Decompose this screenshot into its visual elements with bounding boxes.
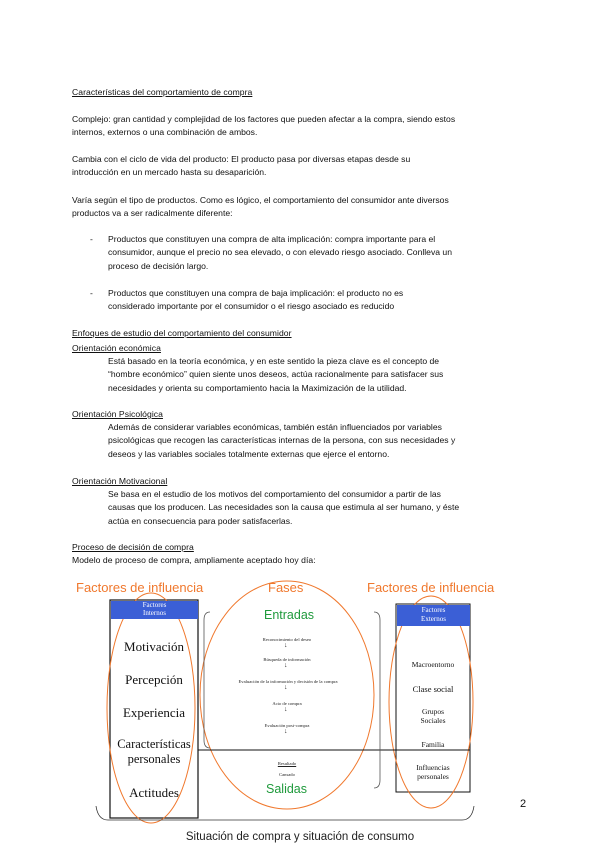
intro-modelo: Modelo de proceso de compra, ampliamente aceptado hoy día: bbox=[72, 555, 316, 565]
step-acto-compra: Acto de compra bbox=[272, 701, 302, 706]
factor-actitudes: Actitudes bbox=[129, 785, 179, 800]
factor-sociales: Sociales bbox=[420, 716, 446, 725]
diagram-caption: Situación de compra y situación de consumo bbox=[185, 831, 415, 843]
text-line: Varía según el tipo de productos. Como es lógico, el comportamiento del consumidor ante diversos bbox=[72, 195, 449, 205]
arrow-down-icon: ↓ bbox=[284, 728, 288, 735]
internal-factors-header bbox=[111, 601, 198, 619]
text-line: Complejo: gran cantidad y complejidad de los factores que pueden afectar a la compra, siendo estos bbox=[72, 114, 456, 124]
factor-grupos: Grupos bbox=[421, 707, 445, 716]
bullet-dash: - bbox=[90, 288, 93, 298]
text-line: Además de considerar variables económicas, también están influenciados por variables bbox=[108, 422, 442, 432]
text-line: causas que los producen. Las necesidades son la causa que estimula al ser humano, y éste bbox=[108, 502, 460, 513]
header-line: Externos bbox=[421, 615, 446, 623]
text-line: considerado importante por el consumidor o el riesgo asociado es reducido bbox=[108, 301, 395, 312]
header-line: Internos bbox=[143, 609, 166, 617]
label-cansado: Cansado bbox=[279, 772, 295, 777]
subtitle-orientacion-economica: Orientación económica bbox=[72, 343, 161, 353]
arrow-down-icon: ↓ bbox=[284, 706, 288, 713]
text-line: Está basado en la teoría económica, y en este sentido la pieza clave es el concepto de bbox=[108, 356, 440, 366]
factor-caracteristicas: Características bbox=[117, 737, 191, 751]
factor-personales: personales bbox=[127, 752, 181, 766]
section-title-proceso: Proceso de decisión de compra bbox=[72, 542, 194, 552]
factor-familia: Familia bbox=[421, 740, 445, 749]
section-title-enfoques: Enfoques de estudio del comportamiento del consumidor bbox=[72, 328, 292, 338]
text-line: introducción en un mercado hasta su desaparición. bbox=[72, 167, 267, 178]
center-heading: Fases bbox=[268, 580, 304, 595]
arrow-down-icon: ↓ bbox=[284, 662, 288, 669]
text-line: Productos que constituyen una compra de alta implicación: compra importante para el bbox=[108, 234, 436, 244]
arrow-down-icon: ↓ bbox=[284, 684, 288, 691]
bullet-dash: - bbox=[90, 234, 93, 244]
text-line: “hombre económico” quien siente unos deseos, actúa racionalmente para satisfacer sus bbox=[108, 369, 444, 380]
text-line: internos, externos o una combinación de ambos. bbox=[72, 127, 258, 138]
factor-macroentorno: Macroentorno bbox=[411, 660, 455, 669]
right-heading: Factores de influencia bbox=[367, 580, 495, 595]
text-line: productos va a ser radicalmente diferente: bbox=[72, 208, 233, 219]
text-line: necesidades y orienta su comportamiento hacia la Maximización de la utilidad. bbox=[108, 382, 407, 393]
subtitle-orientacion-motivacional: Orientación Motivacional bbox=[72, 476, 168, 486]
label-resultado: Resultado bbox=[277, 761, 297, 766]
factor-influencias-personales: personales bbox=[417, 772, 449, 781]
text-line: proceso de decisión largo. bbox=[108, 260, 209, 271]
phases-right-bracket bbox=[374, 612, 380, 788]
subtitle-orientacion-psicologica: Orientación Psicológica bbox=[72, 409, 163, 419]
factor-clase-social: Clase social bbox=[412, 684, 454, 694]
arrow-down-icon: ↓ bbox=[284, 642, 288, 649]
text-line: Cambia con el ciclo de vida del producto: El producto pasa por diversas etapas desde su bbox=[72, 154, 411, 164]
factor-influencias: Influencias bbox=[416, 763, 450, 772]
section-title-caracteristicas: Características del comportamiento de compra bbox=[72, 87, 253, 97]
label-entradas: Entradas bbox=[264, 608, 315, 622]
step-evaluacion: Evaluación de la información y decisión de la compra bbox=[238, 679, 338, 684]
factor-percepcion: Percepción bbox=[125, 672, 183, 687]
step-busqueda: Búsqueda de información bbox=[263, 657, 311, 662]
step-reconocimiento: Reconocimiento del deseo bbox=[262, 637, 312, 642]
text-line: psicológicas que recogen las características internas de la persona, con sus necesidades y bbox=[108, 435, 456, 446]
left-heading: Factores de influencia bbox=[76, 580, 204, 595]
header-line: Factores bbox=[421, 606, 446, 614]
text-line: deseos y las variables sociales totalmente externas que ejerce el entorno. bbox=[108, 448, 390, 459]
label-salidas: Salidas bbox=[266, 782, 307, 796]
factor-experiencia: Experiencia bbox=[122, 705, 186, 720]
factor-motivacion: Motivación bbox=[124, 639, 184, 654]
text-line: Productos que constituyen una compra de baja implicación: el producto no es bbox=[108, 288, 404, 298]
text-line: Se basa en el estudio de los motivos del comportamiento del consumidor a partir de las bbox=[108, 489, 441, 499]
step-post-compra: Evaluación post-compra bbox=[264, 723, 310, 728]
text-line: consumidor, aunque el precio no sea elevado, o con elevado riesgo asociado. Conlleva un bbox=[108, 247, 452, 258]
header-line: Factores bbox=[142, 601, 167, 609]
text-line: actúa en consecuencia para poder satisfacerlas. bbox=[108, 515, 293, 526]
external-factors-header bbox=[397, 605, 470, 626]
page-number: 2 bbox=[520, 798, 527, 810]
